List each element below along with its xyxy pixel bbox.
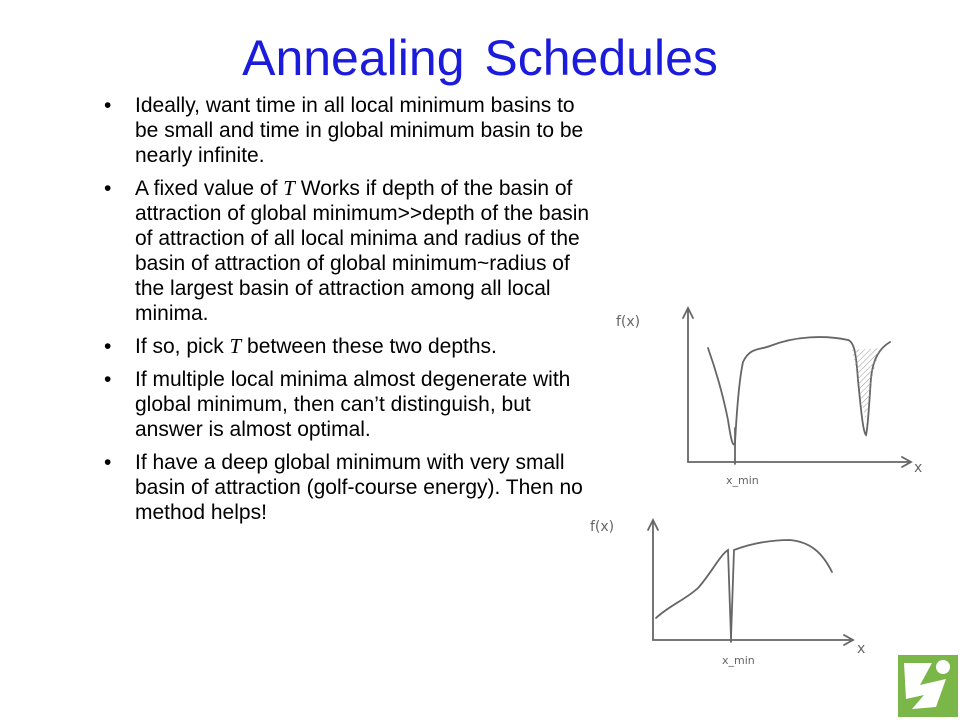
bullet-list — [104, 93, 594, 533]
bullet-text-pre: If so, pick — [135, 335, 230, 358]
bullet-symbol: • — [104, 451, 112, 474]
slide-title: Annealing Schedules — [242, 30, 718, 86]
bottom-sketch — [590, 519, 865, 667]
top-sketch — [616, 308, 922, 487]
bullet-text-post: Works if depth of the basin of attraction of global minimum>>depth of the basin of attraction of all local minima and radius of the basin of attraction of global minimum~radius of the largest basin of attraction among all local minima. — [135, 177, 590, 325]
bullet-symbol: • — [104, 368, 112, 391]
bullet-symbol: • — [104, 94, 112, 117]
bottom-sketch-x-label: x — [857, 641, 866, 657]
variable-t: T — [229, 334, 242, 358]
top-sketch-hatched-basin — [852, 348, 880, 418]
bullet-item — [104, 93, 594, 168]
hand-drawn-sketches — [580, 300, 960, 680]
bullet-text-post: between these two depths. — [241, 335, 497, 358]
bullet-symbol: • — [104, 335, 112, 358]
top-sketch-min-label: x_min — [726, 474, 759, 487]
bullet-item — [104, 450, 594, 525]
bullet-item — [104, 176, 594, 326]
top-sketch-y-label: f(x) — [616, 314, 641, 330]
variable-t: T — [283, 176, 295, 200]
top-sketch-x-label: x — [914, 460, 923, 476]
bottom-sketch-curve — [656, 540, 832, 638]
bullet-text: Ideally, want time in all local minimum basins to be small and time in global minimum basin to be nearly infinite. — [135, 94, 584, 167]
bullet-text: If have a deep global minimum with very small basin of attraction (golf-course energy). Then no method helps! — [135, 451, 583, 524]
bottom-sketch-min-label: x_min — [722, 654, 755, 667]
z-shaped-logo-icon — [898, 655, 958, 717]
bullet-item — [104, 367, 594, 442]
bullet-text-pre: A fixed value of — [135, 177, 284, 200]
bullet-text: If multiple local minima almost degenerate with global minimum, then can’t distinguish, but answer is almost optimal. — [135, 368, 571, 441]
bullet-item — [104, 334, 594, 359]
bottom-sketch-y-label: f(x) — [590, 519, 615, 535]
bullet-symbol: • — [104, 177, 112, 200]
